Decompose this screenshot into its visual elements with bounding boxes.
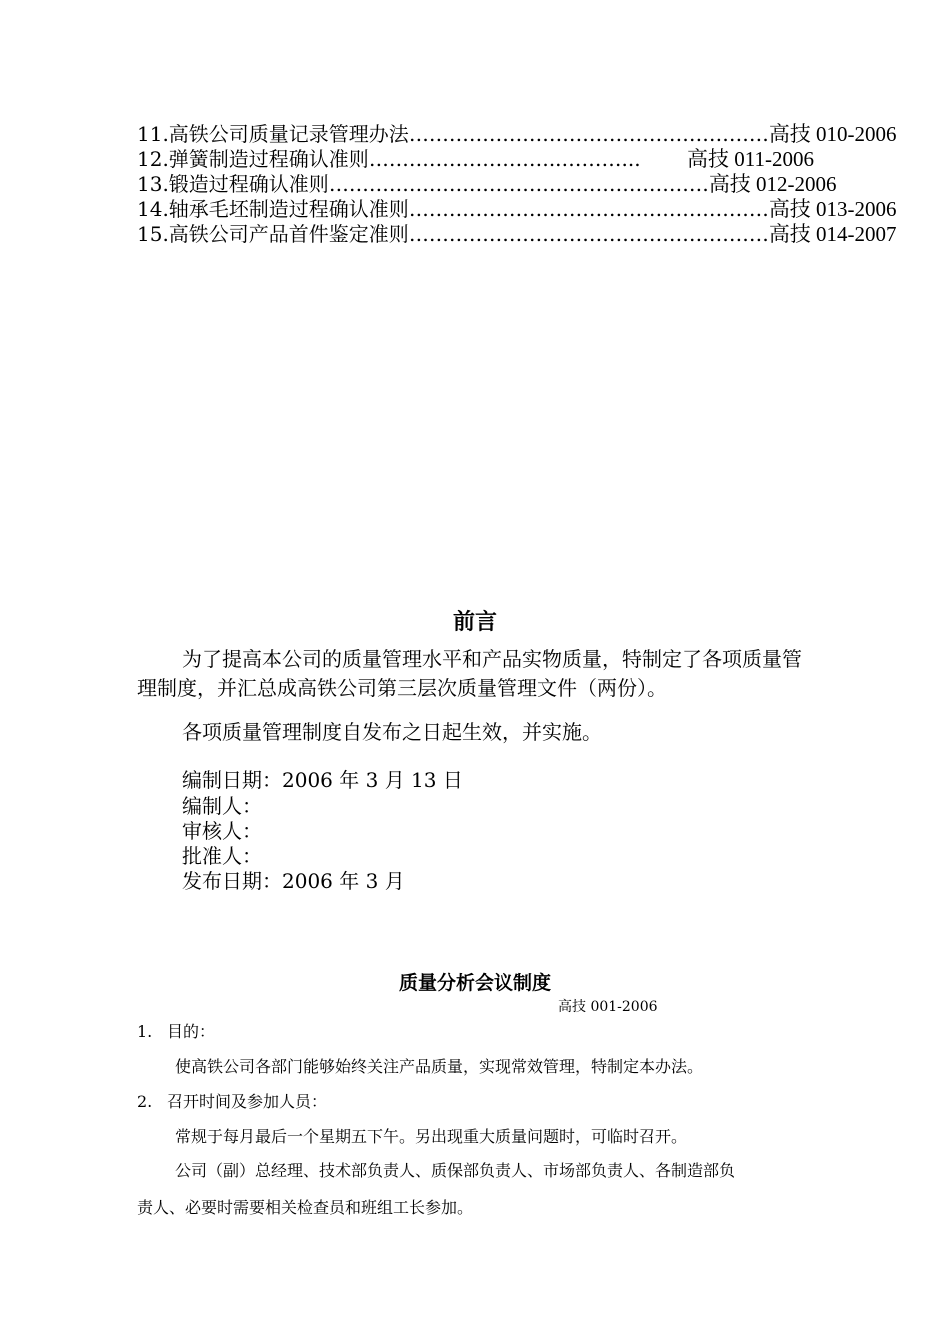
toc-entry[interactable]: [137, 222, 897, 247]
toc-entry-title: 15.高铁公司产品首件鉴定准则: [137, 222, 409, 246]
item-label: 召开时间及参加人员：: [167, 1092, 328, 1111]
release-date: 发布日期：2006 年 3 月: [182, 869, 405, 893]
toc-entry-title: 14.轴承毛坯制造过程确认准则: [137, 197, 409, 221]
item-participants-text-cont: 责人、必要时需要相关检查员和班组工长参加。: [137, 1198, 474, 1217]
toc-entry[interactable]: [137, 197, 897, 222]
item-purpose-text: 使高铁公司各部门能够始终关注产品质量，实现常效管理，特制定本办法。: [175, 1057, 704, 1076]
item-schedule-text: 常规于每月最后一个星期五下午。另出现重大质量问题时，可临时召开。: [175, 1127, 688, 1146]
toc-entry-title: 11.高铁公司质量记录管理办法: [137, 122, 409, 146]
preface-effective-statement: 各项质量管理制度自发布之日起生效，并实施。: [182, 720, 602, 744]
toc-leader-dots: ………………………………………………: [408, 197, 769, 221]
toc-entry-title: 12.弹簧制造过程确认准则: [137, 147, 369, 171]
toc-entry-code: 高技 010-2006: [768, 122, 897, 146]
toc-entry-code: 高技 012-2006: [708, 172, 837, 196]
toc-entry-code: 高技 011-2006: [687, 147, 814, 171]
section-title: 质量分析会议制度: [398, 972, 551, 994]
reviewer-field: 审核人：: [182, 819, 262, 843]
toc-leader-dots: ………………………………………………: [408, 122, 769, 146]
toc-entry[interactable]: [137, 147, 814, 172]
toc-entry-code: 高技 014-2007: [768, 222, 897, 246]
preface-heading: 前言: [452, 609, 497, 635]
table-of-contents: [137, 122, 897, 247]
toc-entry-title: 13.锻造过程确认准则: [137, 172, 329, 196]
preface-paragraph: 为了提高本公司的质量管理水平和产品实物质量，特制定了各项质量管理制度，并汇总成高铁公司第三层次质量管理文件（两份）。: [137, 647, 802, 700]
item-number: 2.: [137, 1092, 153, 1111]
item-schedule-heading: [137, 1091, 327, 1113]
item-label: 目的：: [167, 1022, 216, 1041]
toc-leader-dots: ………………………..………...: [368, 147, 641, 171]
section-document-code: 高技 001-2006: [558, 999, 658, 1015]
approver-field: 批准人：: [182, 844, 262, 868]
item-participants-text: 公司（副）总经理、技术部负责人、质保部负责人、市场部负责人、各制造部负: [175, 1161, 736, 1180]
toc-entry-code: 高技 013-2006: [768, 197, 897, 221]
item-number: 1.: [137, 1022, 153, 1041]
item-purpose-heading: [137, 1021, 215, 1043]
compile-date: 编制日期：2006 年 3 月 13 日: [182, 768, 463, 792]
toc-leader-dots: …………………………………………………: [328, 172, 709, 196]
toc-entry[interactable]: [137, 172, 837, 197]
compiler-field: 编制人：: [182, 794, 262, 818]
toc-entry[interactable]: [137, 122, 897, 147]
toc-leader-dots: ………………………………………………: [408, 222, 769, 246]
